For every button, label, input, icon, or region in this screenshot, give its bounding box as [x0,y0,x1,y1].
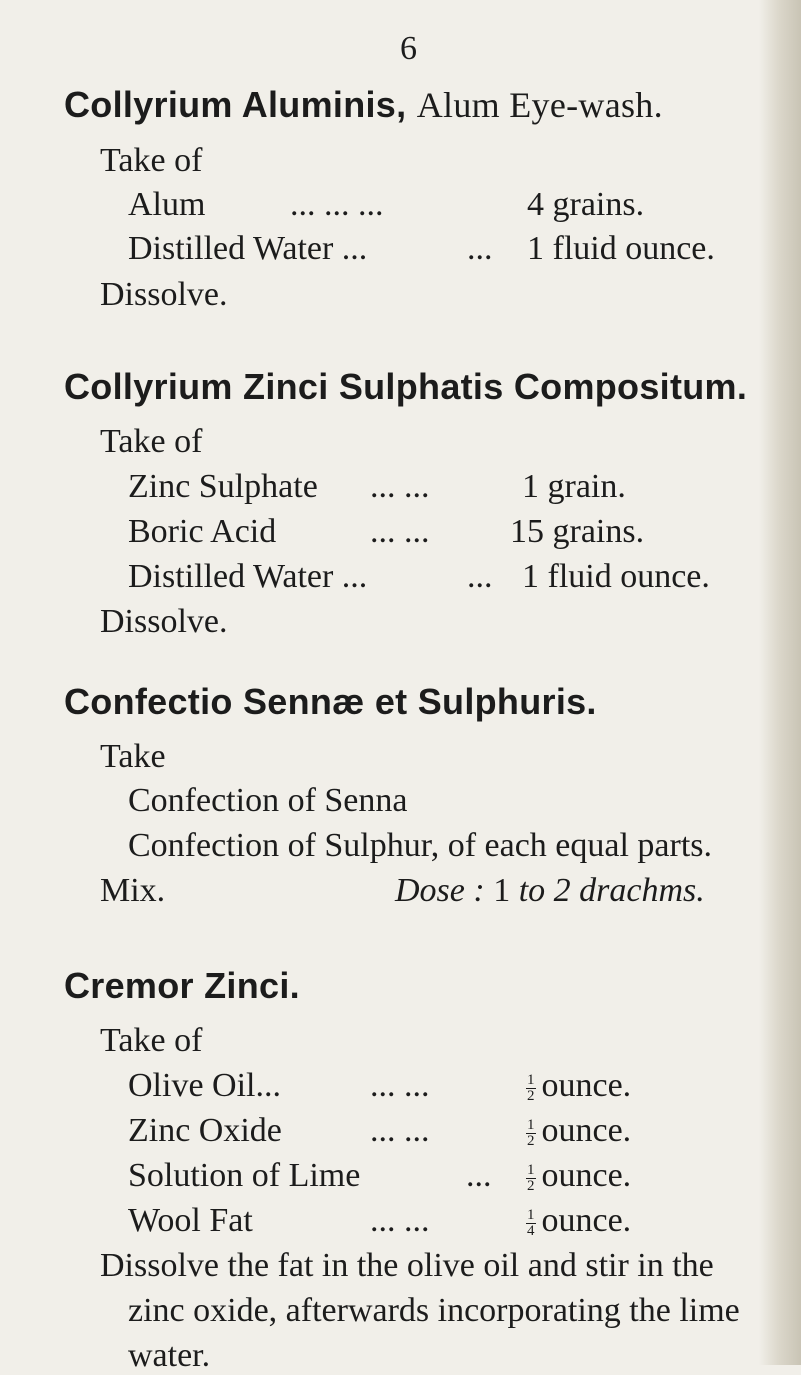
ingredient-name: Distilled Water ... [128,558,368,595]
leader-dots: ... ... [370,1067,430,1104]
ingredient-name: Wool Fat [128,1202,253,1239]
heading-collyrium-zinci: Collyrium Zinci Sulphatis Compositum. [64,366,748,407]
ingredient-name: Solution of Lime [128,1157,361,1194]
leader-dots: ... ... [370,468,430,505]
dose-to: to [518,872,546,909]
take-of: Take of [100,423,203,460]
take: Take [100,738,166,775]
take-of: Take of [100,142,203,179]
ingredient-line: Confection of Senna [128,782,408,819]
ingredient-quantity: $\frac{1}{2}$ ounce. [527,1067,632,1104]
leader-dots: ... [467,558,493,595]
section-title: Collyrium Aluminis, [64,84,407,125]
ingredient-quantity: $\frac{1}{2}$ ounce. [527,1157,632,1194]
ingredient-name: Zinc Sulphate [128,468,318,505]
ingredient-quantity: 15 grains. [510,513,645,550]
ingredient-quantity: 1 grain. [522,468,626,505]
take-of: Take of [100,1022,203,1059]
instruction-line: zinc oxide, afterwards incorporating the lime [128,1292,740,1329]
fraction: $\frac{1}{2}$ [527,1161,535,1194]
leader-dots: ... [466,1157,492,1194]
ingredient-quantity: 1 fluid ounce. [527,230,715,267]
instruction: Dissolve. [100,603,228,640]
heading-confectio-sennae: Confectio Sennæ et Sulphuris. [64,681,597,722]
dose-from: 1 [493,872,511,909]
ingredient-name: Distilled Water ... [128,230,368,267]
heading-cremor-zinci: Cremor Zinci. [64,965,300,1006]
ingredient-name: Zinc Oxide [128,1112,282,1149]
ingredient-line: Confection of Sulphur, of each equal parts. [128,827,713,864]
heading-collyrium-aluminis [64,84,663,126]
ingredient-quantity: 1 fluid ounce. [522,558,710,595]
fraction: $\frac{1}{2}$ [527,1116,535,1149]
fraction: $\frac{1}{4}$ [527,1206,535,1239]
dose-to-value: 2 [553,872,571,909]
leader-dots: ... ... ... [290,186,384,223]
fraction: $\frac{1}{2}$ [527,1071,535,1104]
ingredient-quantity: $\frac{1}{4}$ ounce. [527,1202,632,1239]
instruction-line: Dissolve the fat in the olive oil and stir in the [100,1247,714,1284]
instruction-line: water. [128,1337,211,1374]
leader-dots: ... [467,230,493,267]
instruction: Mix. [100,872,166,909]
ingredient-quantity: 4 grains. [527,186,645,223]
page-number: 6 [400,30,417,67]
dose-unit: drachms. [579,872,705,909]
leader-dots: ... ... [370,1112,430,1149]
leader-dots: ... ... [370,513,430,550]
ingredient-name: Alum [128,186,206,223]
leader-dots: ... ... [370,1202,430,1239]
dose-line [395,872,705,910]
ingredient-name: Olive Oil... [128,1067,281,1104]
section-subtitle: Alum Eye-wash. [416,85,663,125]
instruction: Dissolve. [100,276,228,313]
dose-label: Dose : [395,872,485,909]
page-edge-shadow [759,0,801,1365]
ingredient-quantity: $\frac{1}{2}$ ounce. [527,1112,632,1149]
ingredient-name: Boric Acid [128,513,277,550]
